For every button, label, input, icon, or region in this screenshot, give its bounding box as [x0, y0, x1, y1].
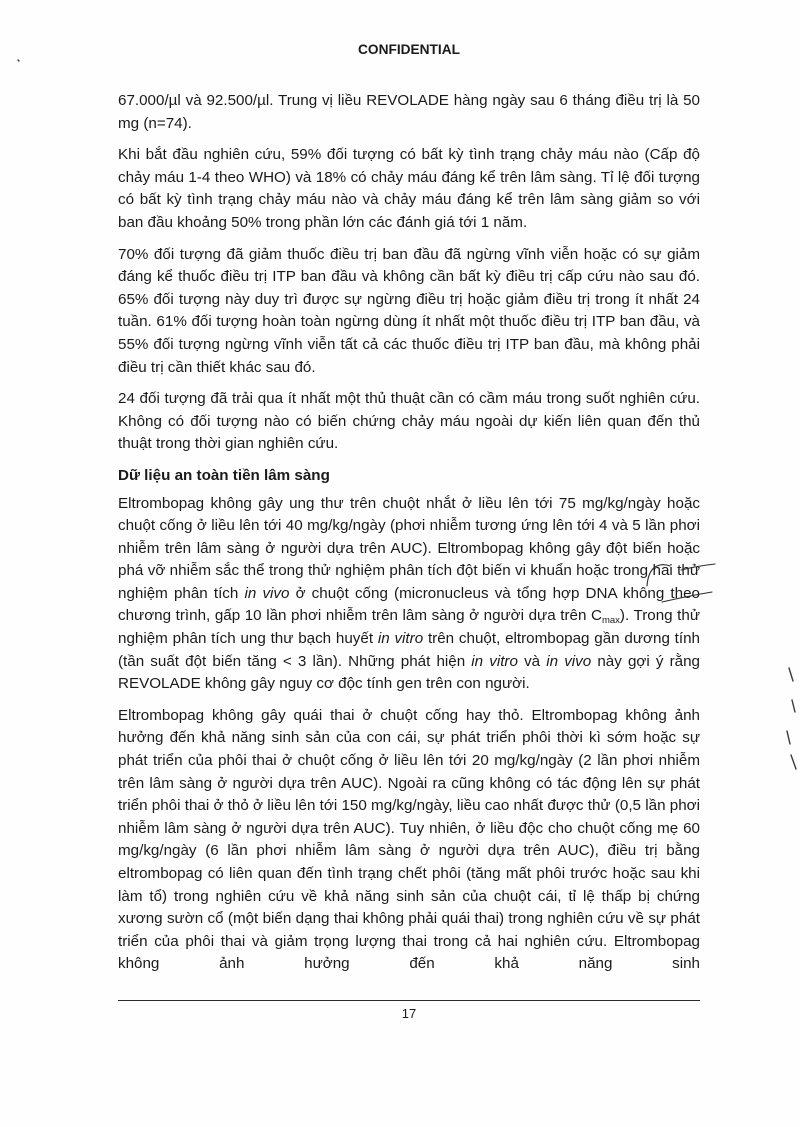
page-number: 17 [401, 1006, 417, 1021]
page-body [118, 90, 700, 976]
footer-divider [118, 1000, 700, 1001]
scan-speck [787, 731, 790, 744]
text-segment: Eltrombopag không gây ung thư trên chuột nhắt ở liều lên tới 75 mg/kg/ngày hoặc chuột cống ở liều lên tới 40 mg/kg/ngày (phơi nhiễm tương ứng lên tới 4 và 5 lần phơi nhiễm trên lâm sàng ở người dựa trên AUC). Eltrombopag không gây đột biến hoặc phá vỡ nhiễm sắc thể trong thử nghiệm phân tích đột biến vi khuẩn hoặc trong hai thử nghiệm phân tích [118, 494, 700, 602]
italic-term-in-vitro: in vitro [377, 630, 424, 648]
scan-speck [792, 700, 795, 712]
paragraph-dose-continuation: 67.000/µl và 92.500/µl. Trung vị liều REVOLADE hàng ngày sau 6 tháng điều trị là 50 mg (n=74). [118, 92, 700, 132]
scan-speck [789, 668, 793, 681]
paragraph-procedures: 24 đối tượng đã trải qua ít nhất một thủ thuật cần có cầm máu trong suốt nghiên cứu. Không có đối tượng nào có biến chứng chảy máu ngoài dự kiến liên quan đến thủ thuật trong thời gian nghiên cứu. [118, 390, 700, 453]
paragraph-concomitant-therapy: 70% đối tượng đã giảm thuốc điều trị ban đầu đã ngừng vĩnh viễn hoặc có sự giảm đáng kể thuốc điều trị ITP ban đầu và không cần bất kỳ điều trị cấp cứu nào sau đó. 65% đối tượng này duy trì được sự ngừng điều trị hoặc giảm điều trị trong ít nhất 24 tuần. 61% đối tượng hoàn toàn ngừng dùng ít nhất một thuốc điều trị ITP ban đầu, và 55% đối tượng ngừng vĩnh viễn tất cả các thuốc điều trị ITP ban đầu, mà không phải điều trị cần thiết khác sau đó. [118, 245, 700, 376]
text-segment: này gợi ý rằng REVOLADE không gây nguy cơ độc tính gen trên con người. [118, 652, 701, 693]
scan-speck [18, 60, 19, 61]
text-segment: và [517, 652, 547, 670]
italic-term-in-vitro: in vitro [471, 652, 518, 670]
text-segment: trên chuột, eltrombopag gần dương tính (tần suất đột biến tăng < 3 lần). Những phát hiện [118, 630, 701, 670]
subscript-max: max [601, 615, 620, 627]
paragraph-reproductive-toxicity: Eltrombopag không gây quái thai ở chuột cống hay thỏ. Eltrombopag không ảnh hưởng đến khả năng sinh sản của con cái, sự phát triển phôi thời kì sớm hoặc sự phát triển của phôi thai ở chuột cống ở liều lên tới 20 mg/kg/ngày (2 lần phơi nhiễm trên lâm sàng ở người dựa trên AUC). Ngoài ra cũng không có tác động lên sự phát triển phôi thai ở thỏ ở liều lên tới 150 mg/kg/ngày, liều cao nhất được thử (0,5 lần phơi nhiễm lâm sàng ở người dựa trên AUC). Tuy nhiên, ở liều độc cho chuột cống mẹ 60 mg/kg/ngày (6 lần phơi nhiễm lâm sàng ở người dựa trên AUC), điều trị bằng eltrombopag có liên quan đến tình trạng chết phôi (tăng mất phôi trước hoặc sau khi làm tổ) trong nghiên cứu về khả năng sinh sản của chuột cái, tỉ lệ thấp bị chứng xương sườn cổ (một biến dạng thai không phải quái thai) trong nghiên cứu về sự phát triển của phôi thai và giảm trọng lượng thai trong cả hai nghiên cứu. Eltrombopag không ảnh hưởng đến khả năng sinh [118, 706, 700, 973]
section-heading-preclinical-safety: Dữ liệu an toàn tiền lâm sàng [118, 466, 330, 484]
italic-term-in-vivo: in vivo [244, 584, 290, 602]
paragraph-bleeding-outcomes: Khi bắt đầu nghiên cứu, 59% đối tượng có bất kỳ tình trạng chảy máu nào (Cấp độ chảy máu 1-4 theo WHO) và 18% có chảy máu đáng kể trên lâm sàng. Tỉ lệ đối tượng có bất kỳ tình trạng chảy máu nào và chảy máu đáng kể trên lâm sàng giảm so với ban đầu khoảng 50% trong phần lớn các đánh giá tới 1 năm. [118, 146, 700, 231]
text-segment: ). Trong thử nghiệm phân tích ung thư bạch huyết [118, 607, 701, 648]
scan-speck [791, 755, 796, 769]
italic-term-in-vivo: in vivo [546, 652, 592, 670]
paragraph-carcinogenicity-genotoxicity [118, 493, 700, 696]
confidential-header: CONFIDENTIAL [358, 42, 460, 57]
text-segment: ở chuột cống (micronucleus và tổng hợp DNA không theo chương trình, gấp 10 lần phơi nhiễm trên lâm sàng ở người dựa trên C [118, 584, 700, 625]
